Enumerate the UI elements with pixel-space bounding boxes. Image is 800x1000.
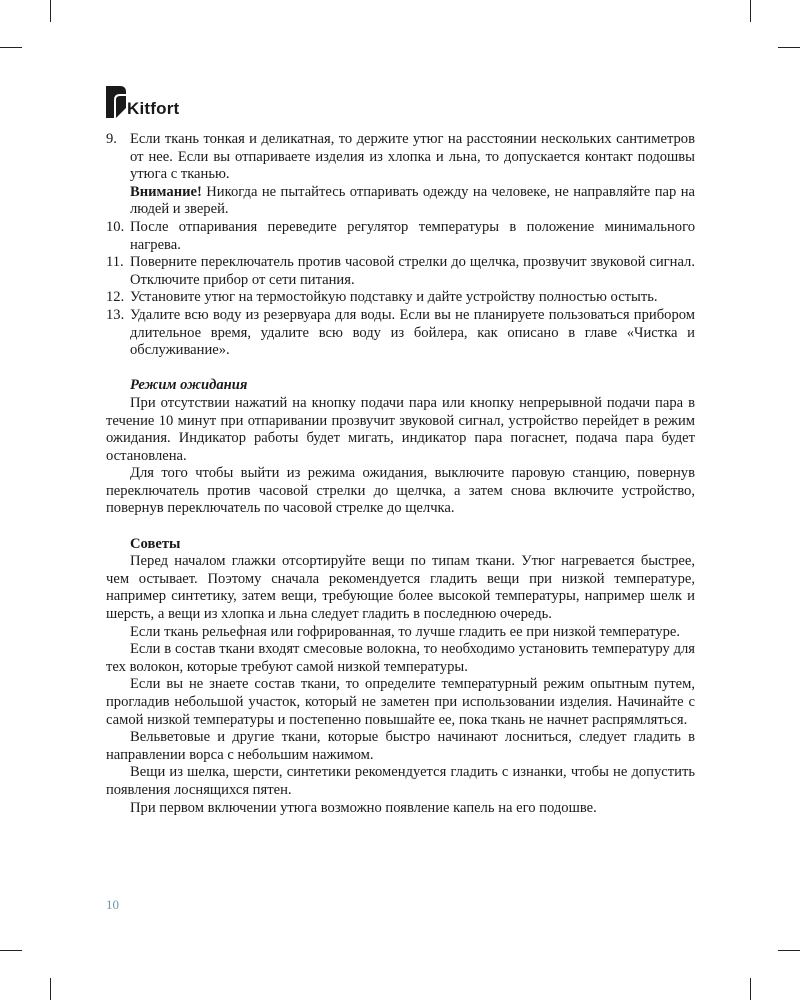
tips-paragraph: Если ткань рельефная или гофрированная, то лучше гладить ее при низкой температуре. [130,623,681,640]
crop-mark-top-left-h [0,47,22,48]
list-item [106,307,695,360]
page-content [106,131,695,817]
crop-mark-bottom-left [50,978,51,1000]
tips-paragraph: Перед началом глажки отсортируйте вещи по типам ткани. Утюг нагревается быстрее, чем остывает. Поэтому сначала рекомендуется гладить вещи при низкой температуре, например синтетику, затем вещи, требующие более высокой температуры, например шелк и шерсть, а вещи из хлопка и льна следует гладить в последнюю очередь. [106,553,695,623]
crop-mark-top-right-h [778,47,800,48]
crop-mark-bottom-right-h [778,950,800,951]
tips-paragraph: Если в состав ткани входят смесовые волокна, то необходимо установить температуру для тех волокон, которые требуют самой низкой температуры. [106,641,695,675]
page-number: 10 [106,897,119,912]
list-item-number: 11. [106,254,124,271]
list-item-text: Установите утюг на термостойкую подставку и дайте устройству полностью остыть. [130,289,658,306]
list-item-number: 9. [106,131,117,147]
standby-paragraph: Для того чтобы выйти из режима ожидания, выключите паровую станцию, повернув переключатель против часовой стрелки до щелчка, а затем снова включите устройство, повернув переключатель по часовой стрелке до щелчка. [106,465,695,517]
tips-heading: Советы [130,535,181,552]
tips-paragraph: Если вы не знаете состав ткани, то определите температурный режим опытным путем, прогладив небольшой участок, который не заметен при использовании изделия. Начинайте с самой низкой температуры и постепенно повышайте ее, пока ткань не начнет распрямляться. [106,676,695,728]
tips-paragraph: Вельветовые и другие ткани, которые быстро начинают лосниться, следует гладить в направлении ворса с небольшим нажимом. [106,729,695,763]
list-item-text: После отпаривания переведите регулятор температуры в положение минимального нагрева. [130,218,695,253]
brand-name: Kitfort [127,99,180,118]
warning-label: Внимание! [130,183,202,200]
list-item-number: 12. [106,289,125,306]
list-item-text: Удалите всю воду из резервуара для воды. Если вы не планируете пользоваться прибором длительное время, удалите всю воду из бойлера, как описано в главе «Чистка и обслуживание». [130,306,695,359]
list-item-text: Если ткань тонкая и деликатная, то держите утюг на расстоянии нескольких сантиметров от нее. Если вы отпариваете изделия из хлопка и льна, то допускается контакт подошвы утюга с тканью. [130,131,695,183]
standby-paragraph: При отсутствии нажатий на кнопку подачи пара или кнопку непрерывной подачи пара в течение 10 минут при отпаривании прозвучит звуковой сигнал, устройство перейдет в режим ожидания. Индикатор работы будет мигать, индикатор пара погаснет, подача пара будет остановлена. [106,394,695,464]
list-item-number: 13. [106,306,125,323]
warning-text: Никогда не пытайтесь отпаривать одежду на человеке, не направляйте пар на людей и зверей. [130,183,695,218]
crop-mark-top-left [50,0,51,22]
list-item-text: Поверните переключатель против часовой стрелки до щелчка, прозвучит звуковой сигнал. Отключите прибор от сети питания. [130,254,695,288]
list-item [106,289,695,307]
tips-paragraph: При первом включении утюга возможно появление капель на его подошве. [130,799,597,816]
list-item [106,219,695,254]
warning-note [106,184,695,219]
standby-heading: Режим ожидания [130,377,248,394]
list-item [106,131,695,184]
crop-mark-top-right [750,0,751,22]
list-item [106,254,695,289]
tips-paragraph: Вещи из шелка, шерсти, синтетики рекомендуется гладить с изнанки, чтобы не допустить появления лоснящихся пятен. [106,764,695,798]
crop-mark-bottom-right [750,978,751,1000]
list-item-number: 10. [106,218,125,235]
crop-mark-bottom-left-h [0,950,22,951]
